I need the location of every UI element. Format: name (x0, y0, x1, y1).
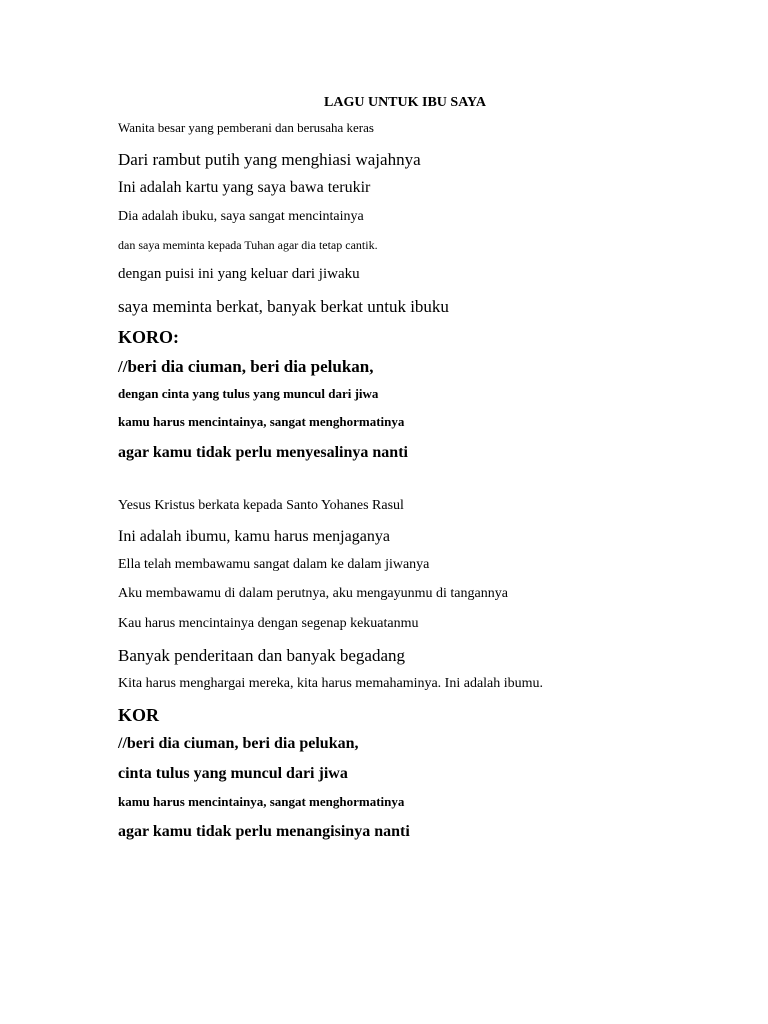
verse1-line-1: Wanita besar yang pemberani dan berusaha keras (118, 120, 374, 135)
chorus1-line-4: agar kamu tidak perlu menyesalinya nanti (118, 444, 408, 461)
verse2-line-4: Aku membawamu di dalam perutnya, aku mengayunmu di tangannya (118, 586, 508, 601)
chorus2-line-1: //beri dia ciuman, beri dia pelukan, (118, 735, 359, 752)
chorus1-line-2: dengan cinta yang tulus yang muncul dari jiwa (118, 386, 379, 401)
verse2-line-3: Ella telah membawamu sangat dalam ke dalam jiwanya (118, 557, 430, 572)
verse2-line-1: Yesus Kristus berkata kepada Santo Yohanes Rasul (118, 498, 404, 513)
chorus2-line-2: cinta tulus yang muncul dari jiwa (118, 765, 348, 782)
chorus1-line-1: //beri dia ciuman, beri dia pelukan, (118, 357, 374, 376)
verse1-line-6: dengan puisi ini yang keluar dari jiwaku (118, 266, 360, 282)
verse1-line-5: dan saya meminta kepada Tuhan agar dia tetap cantik. (118, 238, 378, 252)
verse1-line-7: saya meminta berkat, banyak berkat untuk ibuku (118, 297, 449, 316)
chorus1-line-3: kamu harus mencintainya, sangat menghormatinya (118, 414, 405, 429)
verse2-line-2: Ini adalah ibumu, kamu harus menjaganya (118, 528, 390, 545)
chorus2-heading: KOR (118, 705, 160, 725)
verse1-line-2: Dari rambut putih yang menghiasi wajahnya (118, 150, 421, 169)
verse2-line-6: Banyak penderitaan dan banyak begadang (118, 646, 405, 665)
chorus2-line-4: agar kamu tidak perlu menangisinya nanti (118, 823, 410, 840)
verse1-line-3: Ini adalah kartu yang saya bawa terukir (118, 179, 371, 196)
verse1-line-4: Dia adalah ibuku, saya sangat mencintainya (118, 209, 364, 224)
song-title: LAGU UNTUK IBU SAYA (324, 95, 486, 110)
verse2-line-7: Kita harus menghargai mereka, kita harus memahaminya. Ini adalah ibumu. (118, 676, 544, 691)
chorus1-heading: KORO: (118, 327, 179, 347)
chorus2-line-3: kamu harus mencintainya, sangat menghormatinya (118, 794, 405, 809)
verse2-line-5: Kau harus mencintainya dengan segenap kekuatanmu (118, 616, 419, 631)
